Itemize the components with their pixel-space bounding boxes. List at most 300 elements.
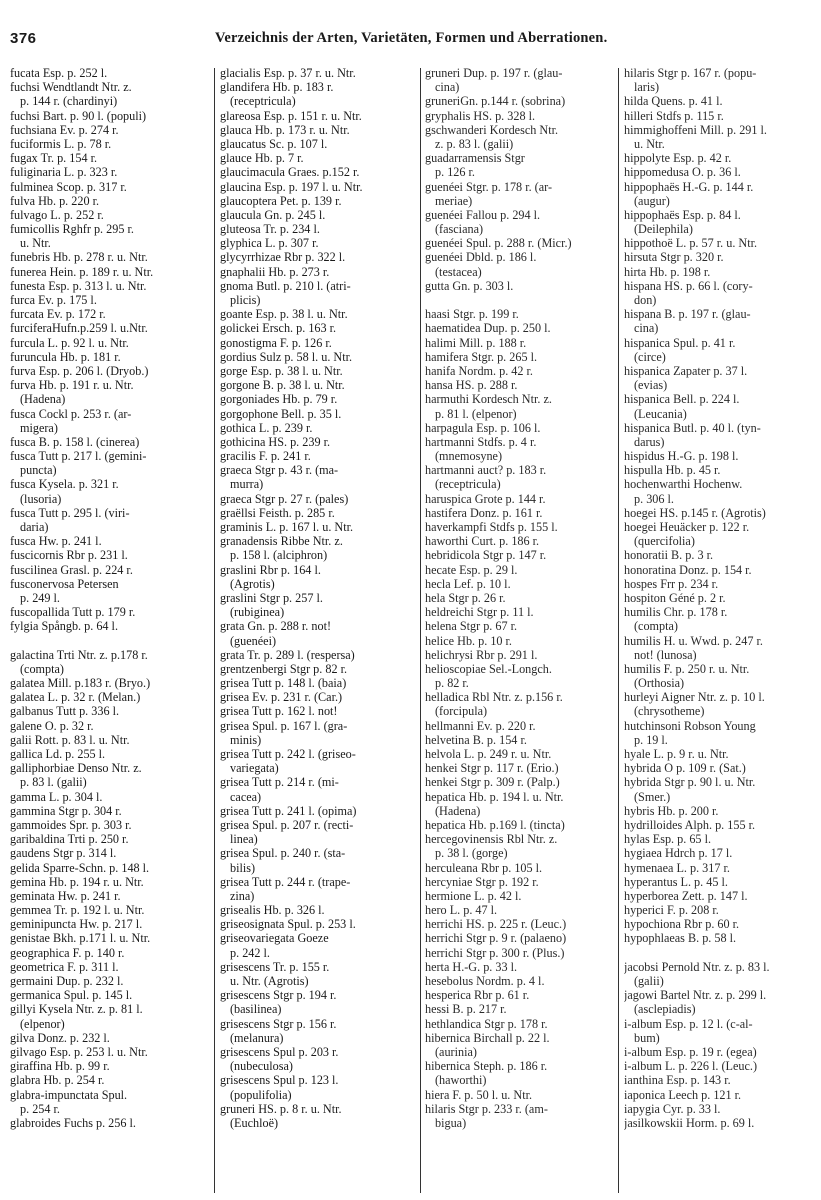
index-entry: fusca Cockl p. 253 r. (ar- [10,406,132,421]
index-entry: grisea Ev. p. 231 r. (Car.) [220,690,343,705]
index-entry: haworthi Curt. p. 186 r. [425,534,540,549]
index-entry-continuation: laris) [634,80,660,95]
index-entry: glaucula Gn. p. 245 l. [220,207,326,222]
index-entry: gemina Hb. p. 194 r. u. Ntr. [10,874,144,889]
index-entry: goante Esp. p. 38 l. u. Ntr. [220,307,348,322]
index-entry: hybrida Stgr p. 90 l. u. Ntr. [624,775,756,790]
index-entry-continuation: (augur) [634,193,670,208]
index-entry: hermione L. p. 42 l. [425,888,522,903]
index-entry: gracilis F. p. 241 r. [220,449,311,464]
index-entry: hippothoë L. p. 57 r. u. Ntr. [624,236,758,251]
index-entry-continuation: plicis) [230,293,261,307]
index-entry: gilvago Esp. p. 253 l. u. Ntr. [10,1044,148,1059]
index-entry: grisescens Spul p. 123 l. [220,1073,339,1088]
section-gap [425,293,617,307]
index-entry-continuation: (nubeculosa) [230,1059,293,1074]
index-entry: fugax Tr. p. 154 r. [10,151,98,166]
index-entry: fuchsiana Ev. p. 274 r. [10,122,119,137]
index-entry: herta H.-G. p. 33 l. [425,959,518,974]
index-entry: glycyrrhizae Rbr p. 322 l. [220,250,346,265]
index-entry: geometrica F. p. 311 l. [10,959,119,974]
index-entry: henkei Stgr p. 309 r. (Palp.) [425,775,560,790]
index-entry: fulminea Scop. p. 317 r. [10,179,127,194]
index-entry-continuation: cina) [435,80,460,95]
index-entry-continuation: (populifolia) [230,1087,292,1102]
index-entry: furuncula Hb. p. 181 r. [10,349,121,364]
index-entry: grisea Tutt p. 242 l. (griseo- [220,747,356,761]
index-entry: grata Gn. p. 288 r. not! [220,619,332,634]
index-entry: hydrilloides Alph. p. 155 r. [624,817,756,832]
index-entry-continuation: (compta) [20,661,64,676]
index-entry-continuation: (testacea) [435,264,482,279]
index-entry: gorgoniades Hb. p. 79 r. [220,392,338,407]
index-entry: glaucatus Sc. p. 107 l. [220,136,328,151]
index-entry: glauce Hb. p. 7 r. [220,151,304,166]
index-entry: glabra-impunctata Spul. [10,1087,128,1102]
index-entry: hilaris Stgr p. 233 r. (am- [425,1101,548,1116]
index-entry-continuation: darus) [634,434,665,449]
index-entry: ianthina Esp. p. 143 r. [624,1073,731,1088]
index-entry: gnoma Butl. p. 210 l. (atri- [220,278,351,293]
index-entry: granadensis Ribbe Ntr. z. [220,534,343,549]
index-entry-continuation: p. 19 l. [634,732,668,747]
index-entry: hartmanni auct? p. 183 r. [425,463,547,478]
index-entry: hesperica Rbr p. 61 r. [425,988,530,1003]
index-entry: germaini Dup. p. 232 l. [10,974,124,988]
index-entry: hamifera Stgr. p. 265 l. [425,349,538,364]
index-entry-continuation: (guenéei) [230,633,277,648]
index-entry: hurleyi Aigner Ntr. z. p. 10 l. [624,690,765,705]
index-entry: galatea Mill. p.183 r. (Bryo.) [10,676,151,691]
index-entry: grata Tr. p. 289 l. (respersa) [220,647,355,662]
index-entry: galactina Trti Ntr. z. p.178 r. [10,647,148,662]
index-column-4 [624,66,819,1130]
index-entry: herrichi Stgr p. 9 r. (palaeno) [425,931,567,946]
index-entry: hessi B. p. 217 r. [425,1002,507,1017]
index-entry: graslini Rbr p. 164 l. [220,562,321,577]
index-entry: graslini Stgr p. 257 l. [220,590,323,605]
index-entry: haruspica Grote p. 144 r. [425,491,546,506]
index-entry: halimi Mill. p. 188 r. [425,335,527,350]
index-entry: henkei Stgr p. 117 r. (Erio.) [425,761,559,776]
index-entry-continuation: p. 254 r. [20,1101,60,1116]
index-entry: fusca Kysela. p. 321 r. [10,477,119,492]
index-entry: hero L. p. 47 l. [425,903,498,918]
index-entry: hybris Hb. p. 200 r. [624,803,719,818]
index-entry: glacialis Esp. p. 37 r. u. Ntr. [220,66,356,80]
index-entry: guadarramensis Stgr [425,151,525,166]
index-entry-continuation: (asclepiadis) [634,1002,696,1017]
index-entry: hepatica Hb. p. 194 l. u. Ntr. [425,789,564,804]
index-entry-continuation: (Hadena) [20,392,66,407]
index-entry-continuation: variegata) [230,761,279,776]
index-entry: gnaphalii Hb. p. 273 r. [220,264,330,279]
index-entry: jacobsi Pernold Ntr. z. p. 83 l. [624,959,770,974]
index-entry-continuation: puncta) [20,463,57,478]
index-entry: helvola L. p. 249 r. u. Ntr. [425,747,552,761]
section-gap [624,946,819,960]
index-entry-continuation: (circe) [634,349,666,364]
index-entry: hansa HS. p. 288 r. [425,378,518,393]
index-entry-continuation: (receptricula) [435,477,501,492]
index-entry: fuchsi Wendtlandt Ntr. z. [10,80,132,95]
index-entry: galbanus Tutt p. 336 l. [10,704,120,719]
index-entry: harpagula Esp. p. 106 l. [425,420,541,435]
index-entry: glaucina Esp. p. 197 l. u. Ntr. [220,179,363,194]
index-entry-continuation: bilis) [230,860,256,875]
index-entry: iaponica Leech p. 121 r. [624,1087,742,1102]
index-entry: gutta Gn. p. 303 l. [425,278,514,293]
index-entry-continuation: (galii) [634,974,664,988]
index-entry: fusca Hw. p. 241 l. [10,534,102,549]
index-entry: furca Ev. p. 175 l. [10,293,97,307]
index-entry: grisescens Spul p. 203 r. [220,1044,339,1059]
index-entry: grisea Spul. p. 207 r. (recti- [220,817,354,832]
index-entry-continuation: bigua) [435,1115,467,1130]
index-columns [0,60,821,1195]
index-entry: i-album L. p. 226 l. (Leuc.) [624,1059,758,1074]
index-entry-continuation: murra) [230,477,264,492]
index-entry-continuation: (Leucania) [634,406,687,421]
index-entry: hartmanni Stdfs. p. 4 r. [425,434,537,449]
index-entry: hylas Esp. p. 65 l. [624,832,712,847]
index-entry: i-album Esp. p. 12 l. (c-al- [624,1016,753,1031]
index-entry-continuation: (mnemosyne) [435,449,503,464]
index-entry-continuation: p. 83 l. (galii) [20,775,87,790]
index-entry: golickei Ersch. p. 163 r. [220,321,337,336]
index-entry: hellmanni Ev. p. 220 r. [425,718,536,733]
index-entry: hethlandica Stgr p. 178 r. [425,1016,548,1031]
index-entry-continuation: cina) [634,321,659,336]
index-entry: giraffina Hb. p. 99 r. [10,1059,110,1074]
column-rule [618,68,619,1193]
index-entry: hilda Quens. p. 41 l. [624,94,723,109]
index-entry: geminipuncta Hw. p. 217 l. [10,917,143,932]
index-entry-continuation: p. 158 l. (alciphron) [230,548,328,563]
index-column-1 [10,66,206,1130]
index-entry: griseosignata Spul. p. 253 l. [220,917,356,932]
index-entry: humilis Chr. p. 178 r. [624,605,728,620]
index-entry: glaucimacula Graes. p.152 r. [220,165,360,180]
index-entry: gluteosa Tr. p. 234 l. [220,222,320,237]
index-entry-continuation: (melanura) [230,1030,284,1045]
index-entry: guenéei Stgr. p. 178 r. (ar- [425,179,553,194]
index-entry: humilis H. u. Wwd. p. 247 r. [624,633,763,648]
index-entry: iapygia Cyr. p. 33 l. [624,1101,721,1116]
index-entry-continuation: (chrysotheme) [634,704,705,719]
index-entry: hippophaës Esp. p. 84 l. [624,207,741,222]
index-entry: fumicollis Rghfr p. 295 r. [10,222,134,237]
index-entry: grisea Tutt p. 244 r. (trape- [220,874,351,889]
index-entry: gruneriGn. p.144 r. (sobrina) [425,94,566,109]
index-entry-continuation: p. 249 l. [20,590,60,605]
index-entry-continuation: p. 242 l. [230,945,270,960]
index-entry: hercegovinensis Rbl Ntr. z. [425,832,558,847]
index-entry: furcata Ev. p. 172 r. [10,307,106,322]
index-entry: glabroides Fuchs p. 256 l. [10,1115,136,1130]
index-entry-continuation: (compta) [634,619,678,634]
index-entry: honoratina Donz. p. 154 r. [624,562,752,577]
index-entry: glandifera Hb. p. 183 r. [220,80,334,95]
index-entry: harmuthi Kordesch Ntr. z. [425,392,552,407]
index-entry: hyperborea Zett. p. 147 l. [624,888,748,903]
index-entry: funesta Esp. p. 313 l. u. Ntr. [10,278,147,293]
index-entry: hoegei HS. p.145 r. (Agrotis) [624,505,766,520]
column-rule [420,68,421,1193]
index-entry: grisea Spul. p. 167 l. (gra- [220,718,348,733]
index-entry: hospiton Géné p. 2 r. [624,590,726,605]
index-entry: fusconervosa Petersen [10,576,119,591]
index-entry: haasi Stgr. p. 199 r. [425,307,519,322]
index-entry: gothicina HS. p. 239 r. [220,434,331,449]
index-entry-continuation: p. 82 r. [435,676,469,691]
index-entry: hibernica Steph. p. 186 r. [425,1059,548,1074]
index-entry: gruneri Dup. p. 197 r. (glau- [425,66,563,80]
index-entry: geminata Hw. p. 241 r. [10,888,121,903]
index-entry: hyale L. p. 9 r. u. Ntr. [624,747,729,761]
index-entry: guenéei Spul. p. 288 r. (Micr.) [425,236,572,251]
page-header [0,30,821,54]
index-entry-continuation: daria) [20,520,49,534]
index-entry: gorgone B. p. 38 l. u. Ntr. [220,378,345,393]
index-entry: hoegei Heuäcker p. 122 r. [624,520,750,534]
index-entry-continuation: (receptricula) [230,94,296,109]
index-entry: gorge Esp. p. 38 l. u. Ntr. [220,363,343,378]
index-entry: hanifa Nordm. p. 42 r. [425,363,533,378]
index-entry: funebris Hb. p. 278 r. u. Ntr. [10,250,148,265]
running-title: Verzeichnis der Arten, Varietäten, Formen und Aberrationen. [215,30,608,46]
index-entry: fucata Esp. p. 252 l. [10,66,108,80]
index-entry: hybrida O p. 109 r. (Sat.) [624,761,746,776]
index-entry: grisea Tutt p. 241 l. (opima) [220,803,357,818]
index-entry: fulva Hb. p. 220 r. [10,193,100,208]
index-column-3 [425,66,617,1130]
index-entry: grisea Tutt p. 214 r. (mi- [220,775,339,790]
index-entry: hyperici F. p. 208 r. [624,903,719,918]
index-entry: hypophlaeas B. p. 58 l. [624,931,737,946]
index-entry: fuciformis L. p. 78 r. [10,136,112,151]
index-entry: helladica Rbl Ntr. z. p.156 r. [425,690,563,705]
index-entry: fuscopallida Tutt p. 179 r. [10,605,136,620]
index-entry: grisea Tutt p. 148 l. (baia) [220,676,347,691]
index-entry: genistae Bkh. p.171 l. u. Ntr. [10,931,151,946]
index-entry: helichrysi Rbr p. 291 l. [425,647,538,662]
index-entry: herrichi Stgr p. 300 r. (Plus.) [425,945,565,960]
index-entry: glyphica L. p. 307 r. [220,236,319,251]
index-entry: fuscicornis Rbr p. 231 l. [10,548,128,563]
index-entry-continuation: cacea) [230,789,262,804]
index-entry: gruneri HS. p. 8 r. u. Ntr. [220,1101,342,1116]
index-entry: gschwanderi Kordesch Ntr. [425,122,559,137]
index-entry: hispana B. p. 197 r. (glau- [624,307,751,322]
index-entry-continuation: not! (lunosa) [634,647,697,662]
index-entry: hippophaës H.-G. p. 144 r. [624,179,754,194]
index-entry: helena Stgr p. 67 r. [425,619,518,634]
index-entry-continuation: u. Ntr. [634,136,665,151]
index-entry-continuation: (basilinea) [230,1002,282,1017]
index-entry: fulvago L. p. 252 r. [10,207,104,222]
index-entry: glaucoptera Pet. p. 139 r. [220,193,342,208]
index-entry: furva Hb. p. 191 r. u. Ntr. [10,378,134,393]
index-entry: hispidus H.-G. p. 198 l. [624,449,739,464]
index-entry: griseovariegata Goeze [220,931,329,946]
index-entry: gilva Donz. p. 232 l. [10,1030,110,1045]
index-entry-continuation: meriae) [435,193,473,208]
index-entry: haematidea Dup. p. 250 l. [425,321,551,336]
index-entry: grisescens Stgr p. 194 r. [220,988,337,1003]
index-entry: gamma L. p. 304 l. [10,789,103,804]
index-entry: gothica L. p. 239 r. [220,420,313,435]
index-entry-continuation: (evias) [634,378,668,393]
index-entry-continuation: (aurinia) [435,1044,477,1059]
index-entry: hispulla Hb. p. 45 r. [624,463,721,478]
index-entry-continuation: (haworthi) [435,1073,487,1088]
index-entry-continuation: p. 126 r. [435,165,475,180]
index-entry: hispanica Bell. p. 224 l. [624,392,740,407]
index-entry-continuation: u. Ntr. [20,236,51,251]
index-entry: fusca Tutt p. 295 l. (viri- [10,505,130,520]
index-entry: herrichi HS. p. 225 r. (Leuc.) [425,917,567,932]
index-entry: funerea Hein. p. 189 r. u. Ntr. [10,264,154,279]
index-entry: helice Hb. p. 10 r. [425,633,512,648]
index-entry: hochenwarthi Hochenw. [624,477,743,492]
index-entry: graminis L. p. 167 l. u. Ntr. [220,520,354,534]
index-entry: hispanica Zapater p. 37 l. [624,363,748,378]
index-entry: gorgophone Bell. p. 35 l. [220,406,342,421]
index-entry: jasilkowskii Horm. p. 69 l. [624,1115,755,1130]
index-entry: grisea Tutt p. 162 l. not! [220,704,338,719]
index-entry-continuation: (quercifolia) [634,534,695,549]
page-number: 376 [10,30,37,47]
index-entry: grisescens Stgr p. 156 r. [220,1016,337,1031]
index-entry: gonostigma F. p. 126 r. [220,335,332,350]
index-entry: heldreichi Stgr p. 11 l. [425,605,534,620]
index-entry-continuation: z. p. 83 l. (galii) [435,136,514,151]
index-entry: hepatica Hb. p.169 l. (tincta) [425,817,565,832]
index-entry: honoratii B. p. 3 r. [624,548,714,563]
index-entry: haverkampfi Stdfs p. 155 l. [425,520,558,534]
index-entry-continuation: zina) [230,888,255,903]
index-entry: hispanica Spul. p. 41 r. [624,335,736,350]
index-entry: gammoides Spr. p. 303 r. [10,817,132,832]
index-entry: graeca Stgr p. 27 r. (pales) [220,491,349,506]
index-entry: hebridicola Stgr p. 147 r. [425,548,547,563]
index-entry-continuation: (Agrotis) [230,576,275,591]
index-entry: garibaldina Trti p. 250 r. [10,832,129,847]
index-entry: hercyniae Stgr p. 192 r. [425,874,539,889]
index-entry: fusca B. p. 158 l. (cinerea) [10,434,140,449]
index-entry-continuation: linea) [230,832,258,847]
index-entry: fusca Tutt p. 217 l. (gemini- [10,449,147,464]
column-rule [214,68,215,1193]
index-entry: gallica Ld. p. 255 l. [10,747,106,761]
index-entry: grentzenbergi Stgr p. 82 r. [220,661,348,676]
index-entry: hibernica Birchall p. 22 l. [425,1030,550,1045]
index-entry: graëllsi Feisth. p. 285 r. [220,505,335,520]
index-entry: hygiaea Hdrch p. 17 l. [624,846,733,861]
index-entry: hecla Lef. p. 10 l. [425,576,511,591]
index-entry: gemmea Tr. p. 192 l. u. Ntr. [10,903,145,918]
index-entry: gryphalis HS. p. 328 l. [425,108,536,123]
index-entry: grisescens Tr. p. 155 r. [220,959,330,974]
index-entry: geographica F. p. 140 r. [10,945,125,960]
index-entry-continuation: (elpenor) [20,1016,65,1031]
index-entry: hypochiona Rbr p. 60 r. [624,917,740,932]
index-entry: germanica Spul. p. 145 l. [10,988,133,1003]
index-entry: hippomedusa O. p. 36 l. [624,165,741,180]
index-entry: hippolyte Esp. p. 42 r. [624,151,732,166]
index-entry-continuation: (Smer.) [634,789,671,804]
index-entry: guenéei Dbld. p. 186 l. [425,250,537,265]
index-entry: i-album Esp. p. 19 r. (egea) [624,1044,757,1059]
index-entry: hymenaea L. p. 317 r. [624,860,730,875]
index-entry-continuation: (Hadena) [435,803,481,818]
index-entry: glareosa Esp. p. 151 r. u. Ntr. [220,108,362,123]
index-entry-continuation: (forcipula) [435,704,488,719]
index-entry: hutchinsoni Robson Young [624,718,756,733]
index-entry-continuation: (lusoria) [20,491,62,506]
index-entry-continuation: (Euchloë) [230,1115,279,1130]
index-entry: hilleri Stdfs p. 115 r. [624,108,724,123]
index-entry: hela Stgr p. 26 r. [425,590,506,605]
index-entry: furcula L. p. 92 l. u. Ntr. [10,335,129,350]
index-entry: gammina Stgr p. 304 r. [10,803,122,818]
index-entry: gelida Sparre-Schn. p. 148 l. [10,860,150,875]
index-entry-continuation: (fasciana) [435,222,484,237]
index-entry: fuscilinea Grasl. p. 224 r. [10,562,133,577]
index-entry-continuation: don) [634,293,657,307]
index-entry-continuation: (rubiginea) [230,605,285,620]
index-entry: galliphorbiae Denso Ntr. z. [10,761,142,776]
index-entry: guenéei Fallou p. 294 l. [425,207,541,222]
index-entry: gillyi Kysela Ntr. z. p. 81 l. [10,1002,143,1017]
index-entry: jagowi Bartel Ntr. z. p. 299 l. [624,988,767,1003]
index-entry: hecate Esp. p. 29 l. [425,562,518,577]
index-entry: fuliginaria L. p. 323 r. [10,165,118,180]
index-entry: furva Esp. p. 206 l. (Dryob.) [10,363,149,378]
index-entry: hirta Hb. p. 198 r. [624,264,711,279]
index-entry: hilaris Stgr p. 167 r. (popu- [624,66,757,80]
index-entry: glabra Hb. p. 254 r. [10,1073,105,1088]
index-entry-continuation: p. 306 l. [634,491,674,506]
index-entry: humilis F. p. 250 r. u. Ntr. [624,661,750,676]
index-entry: hyperantus L. p. 45 l. [624,874,728,889]
index-entry: hispanica Butl. p. 40 l. (tyn- [624,420,761,435]
index-entry-continuation: migera) [20,420,58,435]
index-entry-continuation: p. 81 l. (elpenor) [435,406,517,421]
index-entry: galii Rott. p. 83 l. u. Ntr. [10,732,130,747]
index-entry: helvetina B. p. 154 r. [425,732,527,747]
index-entry: gaudens Stgr p. 314 l. [10,846,117,861]
index-entry-continuation: p. 38 l. (gorge) [435,846,508,861]
index-entry: grisealis Hb. p. 326 l. [220,903,325,918]
index-entry: fylgia Spångb. p. 64 l. [10,619,118,634]
index-entry: hispana HS. p. 66 l. (cory- [624,278,753,293]
index-entry: hastifera Donz. p. 161 r. [425,505,543,520]
index-entry: hesebolus Nordm. p. 4 l. [425,974,545,988]
index-entry: galatea L. p. 32 r. (Melan.) [10,690,141,705]
index-entry-continuation: u. Ntr. (Agrotis) [230,974,309,988]
index-entry: fuchsi Bart. p. 90 l. (populi) [10,108,147,123]
index-entry: helioscopiae Sel.-Longch. [425,661,552,676]
index-entry: glauca Hb. p. 173 r. u. Ntr. [220,122,350,137]
section-gap [10,634,206,648]
index-entry-continuation: minis) [230,732,262,747]
index-entry: hospes Frr p. 234 r. [624,576,719,591]
index-entry: graeca Stgr p. 43 r. (ma- [220,463,339,478]
index-entry: hirsuta Stgr p. 320 r. [624,250,724,265]
index-entry: furciferaHufn.p.259 l. u.Ntr. [10,321,148,336]
